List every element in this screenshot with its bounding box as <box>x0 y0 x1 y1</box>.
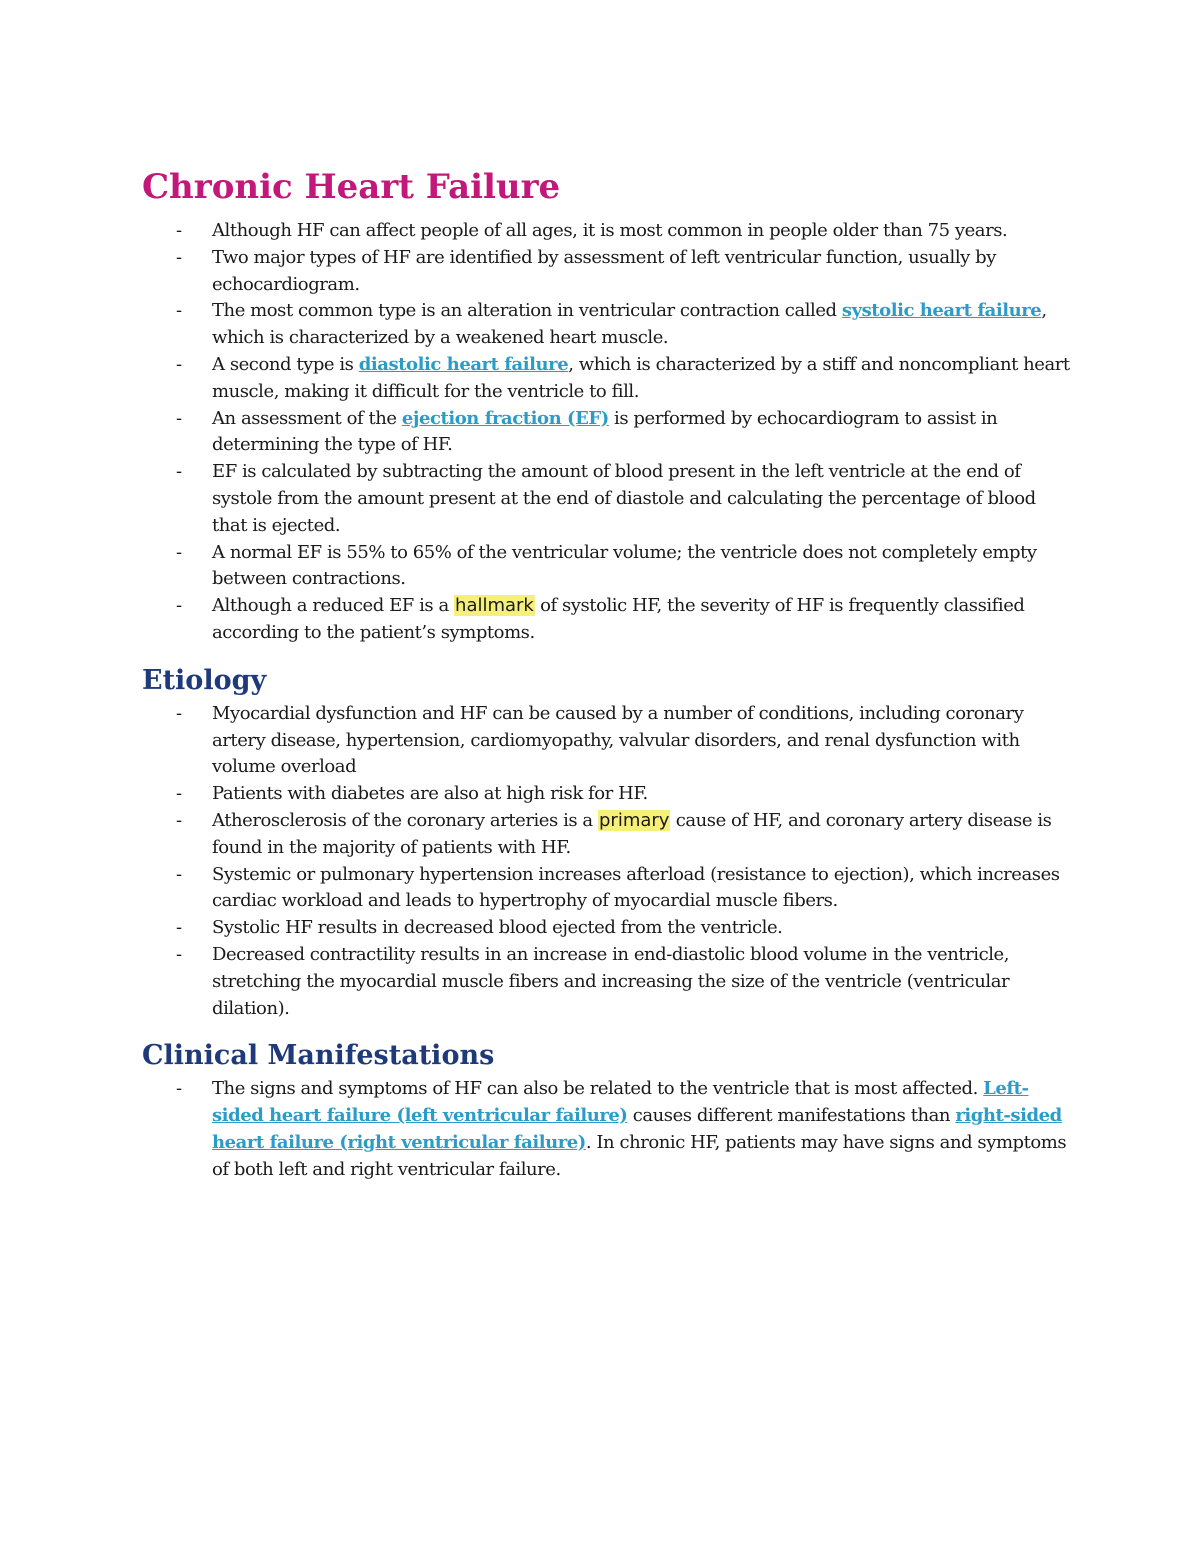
etiology-bullet-item <box>142 942 1072 1022</box>
intro-bullet-item <box>142 593 1072 647</box>
clinical-manifestations-list <box>142 1076 1072 1183</box>
bullet-text: Patients with diabetes are also at high risk for HF. <box>212 783 648 805</box>
document-title: Chronic Heart Failure <box>142 167 561 207</box>
bullet-text: . In chronic HF, patients may have signs and symptoms of both left and right ventricular failure. <box>212 1131 1067 1180</box>
bullet-text: causes different manifestations than <box>627 1105 956 1127</box>
bullet-text: The most common type is an alteration in ventricular contraction called <box>212 300 842 322</box>
intro-list <box>142 218 1072 647</box>
etiology-bullet-item <box>142 808 1072 862</box>
intro-bullet-item <box>142 298 1072 352</box>
bullet-text: Myocardial dysfunction and HF can be caused by a number of conditions, including coronary artery disease, hypertension, cardiomyopathy, valvular disorders, and renal dysfunction with volume overload <box>212 702 1024 778</box>
bullet-text: Although a reduced EF is a <box>212 595 455 617</box>
etiology-bullet-item <box>142 781 1072 808</box>
keyword-link[interactable]: systolic heart failure <box>841 300 1042 322</box>
bullet-text: Although HF can affect people of all ages, it is most common in people older than 75 years. <box>212 220 1008 241</box>
bullet-text: EF is calculated by subtracting the amount of blood present in the left ventricle at the end of systole from the amount present at the end of diastole and calculating the percentage of blood that is ejected. <box>212 461 1036 536</box>
bullet-text: is performed by echocardiogram to assist in determining the type of HF. <box>212 407 998 456</box>
clinical-bullet-item <box>142 1076 1072 1183</box>
keyword-link[interactable]: right-sided heart failure (right ventricular failure) <box>212 1105 1062 1153</box>
bullet-text: , which is characterized by a stiff and noncompliant heart muscle, making it difficult for the ventricle to fill. <box>212 353 1070 402</box>
etiology-bullet-item <box>142 915 1072 942</box>
bullet-text: Two major types of HF are identified by assessment of left ventricular function, usually by echocardiogram. <box>212 246 996 295</box>
etiology-bullet-item <box>142 862 1072 916</box>
intro-bullet-item <box>142 352 1072 406</box>
highlighted-term: hallmark <box>455 595 534 617</box>
intro-bullet-item <box>142 218 1072 245</box>
bullet-text: A second type is <box>212 353 359 375</box>
bullet-text: The signs and symptoms of HF can also be related to the ventricle that is most affected. <box>212 1078 984 1100</box>
etiology-list <box>142 701 1072 1023</box>
clinical-manifestations-heading: Clinical Manifestations <box>142 1040 495 1072</box>
etiology-heading: Etiology <box>142 664 267 696</box>
document-content <box>142 164 1072 1184</box>
keyword-link[interactable]: diastolic heart failure <box>358 353 569 375</box>
bullet-text: , which is characterized by a weakened heart muscle. <box>212 300 1047 349</box>
bullet-text: Systemic or pulmonary hypertension increases afterload (resistance to ejection), which increases cardiac workload and leads to hypertrophy of myocardial muscle fibers. <box>212 863 1060 912</box>
bullet-text: of systolic HF, the severity of HF is frequently classified according to the patient’s symptoms. <box>212 595 1025 643</box>
bullet-text: An assessment of the <box>212 407 402 429</box>
bullet-text: Decreased contractility results in an increase in end-diastolic blood volume in the ventricle, stretching the myocardial muscle fibers and increasing the size of the ventricle (ventricular dilation). <box>212 943 1010 1019</box>
keyword-link[interactable]: ejection fraction (EF) <box>401 407 609 429</box>
intro-bullet-item <box>142 540 1072 594</box>
intro-bullet-item <box>142 406 1072 460</box>
highlighted-term: primary <box>599 809 670 831</box>
intro-bullet-item <box>142 459 1072 539</box>
bullet-text: Systolic HF results in decreased blood ejected from the ventricle. <box>212 917 783 939</box>
bullet-text: cause of HF, and coronary artery disease is found in the majority of patients with HF. <box>212 809 1052 858</box>
intro-bullet-item <box>142 245 1072 299</box>
etiology-bullet-item <box>142 701 1072 781</box>
bullet-text: Atherosclerosis of the coronary arteries is a <box>212 809 598 831</box>
keyword-link[interactable]: Left-sided heart failure (left ventricular failure) <box>212 1078 1029 1127</box>
bullet-text: A normal EF is 55% to 65% of the ventricular volume; the ventricle does not completely empty between contractions. <box>212 541 1037 590</box>
